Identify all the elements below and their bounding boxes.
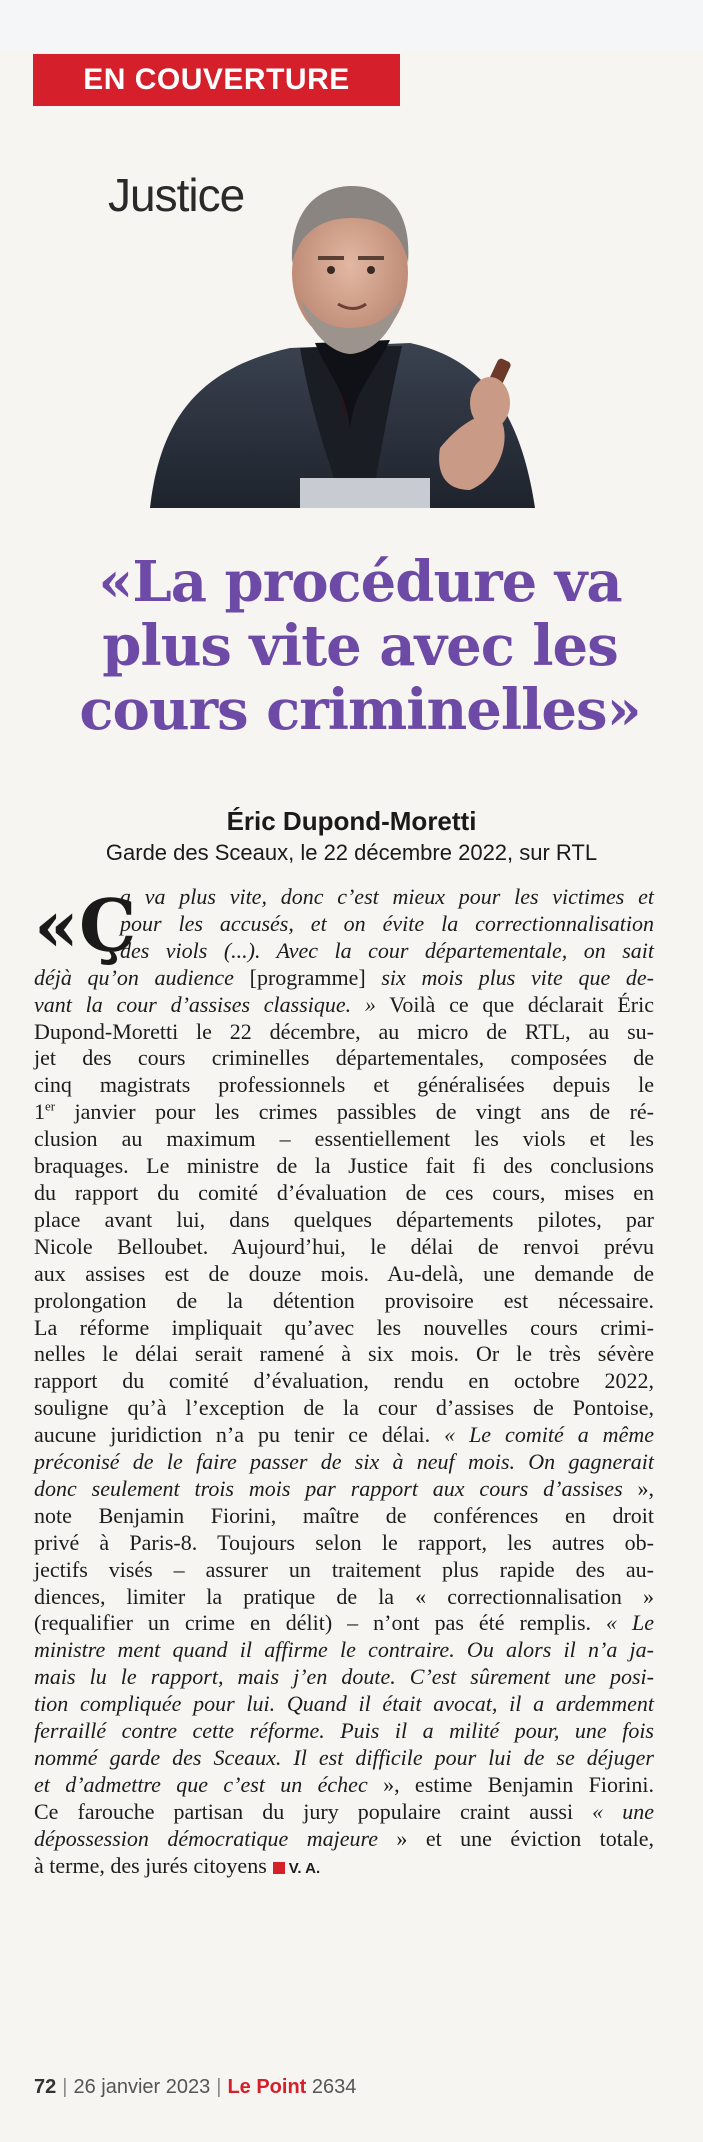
article-line — [34, 1853, 654, 1883]
text-run: et d’admettre que c’est un échec — [34, 1771, 368, 1797]
text-run: », — [622, 1475, 655, 1501]
text-run: « Le — [606, 1610, 655, 1636]
article-line — [34, 1503, 654, 1530]
article-line — [34, 1341, 654, 1368]
article-line — [34, 1584, 654, 1611]
article-line — [34, 1019, 654, 1046]
article-line — [34, 1691, 654, 1718]
article-line — [34, 1261, 654, 1288]
article-line — [34, 1045, 654, 1072]
text-run: tion compliquée pour lui. Quand il était avocat, il a ardemment — [34, 1691, 654, 1717]
article-line — [34, 965, 654, 992]
text-run: dépossession démocratique majeure — [34, 1825, 378, 1851]
text-run: er — [45, 1098, 56, 1114]
text-run: prolongation de la détention provisoire est nécessaire. — [34, 1287, 654, 1313]
article-line — [34, 1745, 654, 1772]
text-run: braquages. Le ministre de la Justice fait fi des conclusions — [34, 1153, 654, 1179]
article-line — [34, 1072, 654, 1099]
article-line — [34, 1207, 654, 1234]
text-run: cinq magistrats professionnels et généralisées depuis le — [34, 1072, 654, 1098]
text-run: du rapport du comité d’évaluation de ces cours, mises en — [34, 1179, 654, 1205]
article-line — [34, 1422, 654, 1449]
text-run: privé à Paris-8. Toujours selon le rapport, les autres ob- — [34, 1529, 654, 1555]
article-line — [34, 1799, 654, 1826]
section-rubric-banner: EN COUVERTURE — [33, 54, 400, 106]
article-line — [34, 1395, 654, 1422]
text-run: déjà qu’on audience — [34, 964, 250, 990]
article-line — [34, 1557, 654, 1584]
text-run: diences, limiter la pratique de la « correctionnalisation » — [34, 1583, 654, 1609]
article-line — [34, 1718, 654, 1745]
text-run: six mois plus vite que de- — [365, 964, 654, 990]
article-line — [34, 992, 654, 1019]
issue-number: 2634 — [311, 2076, 357, 2098]
byline-role: Garde des Sceaux, le 22 décembre 2022, sur RTL — [105, 840, 598, 865]
text-run: « Le comité a même — [444, 1422, 654, 1448]
headline-line: «La procédure va — [98, 549, 622, 615]
article-line — [34, 1476, 654, 1503]
article-line — [34, 1826, 654, 1853]
text-run: donc seulement trois mois par rapport aux cours d’assises — [34, 1475, 623, 1501]
article-line — [34, 911, 654, 938]
text-run: Dupond-Moretti le 22 décembre, au micro de RTL, au su- — [34, 1018, 654, 1044]
text-run: ministre ment quand il affirme le contraire. Ou alors il n’a ja- — [34, 1637, 654, 1663]
article-line — [34, 1637, 654, 1664]
article-line — [34, 1368, 654, 1395]
article-line — [34, 1610, 654, 1637]
text-run: (requalifier un crime en délit) – n’ont pas été remplis. — [34, 1610, 607, 1636]
article-line — [34, 1772, 654, 1799]
text-run: [programme] — [249, 964, 366, 990]
text-run: » et une éviction totale, — [377, 1825, 654, 1851]
issue-date: 26 janvier 2023 — [73, 2076, 211, 2098]
text-run: vant la cour d’assises classique. » — [34, 991, 376, 1017]
article-line — [34, 1153, 654, 1180]
text-run: note Benjamin Fiorini, maître de conférences en droit — [34, 1502, 654, 1528]
article-line — [34, 1664, 654, 1691]
text-run: pour les accusés, et on évite la correctionnalisation — [120, 910, 654, 936]
author-initials: V. A. — [288, 1859, 321, 1877]
text-run: à terme, des jurés citoyens — [34, 1852, 267, 1878]
drop-cap: «Ç — [34, 883, 137, 968]
text-run: », estime Benjamin Fiorini. — [367, 1771, 654, 1797]
magazine-name: Le Point — [227, 2076, 307, 2098]
page-number: 72 — [34, 2076, 57, 2098]
article-body — [34, 884, 654, 1883]
article-line — [34, 1180, 654, 1207]
end-mark — [273, 1862, 285, 1874]
text-run: aux assises est de douze mois. Au-delà, une demande de — [34, 1260, 654, 1286]
text-run: janvier pour les crimes passibles de vingt ans de ré- — [55, 1099, 654, 1125]
text-run: a va plus vite, donc c’est mieux pour les victimes et — [120, 884, 654, 909]
page-top-margin — [0, 0, 703, 52]
footer-separator: | — [62, 2076, 68, 2098]
article-line — [34, 938, 654, 965]
article-line — [34, 1288, 654, 1315]
text-run: Voilà ce que déclarait Éric — [375, 991, 654, 1017]
article-line — [34, 1449, 654, 1476]
headline-line: plus vite avec les — [102, 613, 618, 679]
headline-line: cours criminelles» — [79, 677, 641, 743]
article-line — [34, 1126, 654, 1153]
text-run: jectifs visés – assurer un traitement plus rapide des au- — [34, 1556, 654, 1582]
article-line — [34, 1099, 654, 1126]
text-run: place avant lui, dans quelques départements pilotes, par — [34, 1206, 654, 1232]
text-run: aucune juridiction n’a pu tenir ce délai. — [34, 1422, 445, 1448]
article-line — [34, 1530, 654, 1557]
article-line — [34, 1234, 654, 1261]
text-run: jet des cours criminelles départementales, composées de — [34, 1045, 654, 1071]
text-run: mais lu le rapport, mais j’en doute. C’est sûrement une posi- — [34, 1664, 654, 1690]
page-footer — [34, 2076, 356, 2099]
article-line — [34, 1315, 654, 1342]
text-run: ferraillé contre cette réforme. Puis il a milité pour, une fois — [34, 1718, 654, 1744]
headline — [40, 550, 680, 742]
text-run: rapport du comité d’évaluation, rendu en octobre 2022, — [34, 1368, 654, 1394]
text-run: Ce farouche partisan du jury populaire craint aussi — [34, 1798, 593, 1824]
text-run: 1 — [34, 1099, 45, 1125]
footer-separator: | — [216, 2076, 222, 2098]
text-run: nelles le délai serait ramené à six mois. Or le très sévère — [34, 1341, 654, 1367]
section-title: Justice — [108, 169, 245, 221]
article-line — [34, 884, 654, 911]
text-run: souligne qu’à l’exception de la cour d’assises de Pontoise, — [34, 1395, 654, 1421]
portrait-photo — [140, 178, 560, 518]
text-run: clusion au maximum – essentiellement les viols et les — [34, 1126, 654, 1152]
text-run: « une — [592, 1798, 655, 1824]
text-run: La réforme impliquait qu’avec les nouvelles cours crimi- — [34, 1314, 654, 1340]
byline-name: Éric Dupond-Moretti — [226, 806, 477, 836]
text-run: nommé garde des Sceaux. Il est difficile pour lui de se déjuger — [34, 1745, 654, 1770]
text-run: des viols (...). Avec la cour départementale, on sait — [120, 937, 654, 963]
text-run: Nicole Belloubet. Aujourd’hui, le délai de renvoi prévu — [34, 1233, 654, 1259]
text-run: préconisé de le faire passer de six à neuf mois. On gagnerait — [34, 1449, 654, 1475]
